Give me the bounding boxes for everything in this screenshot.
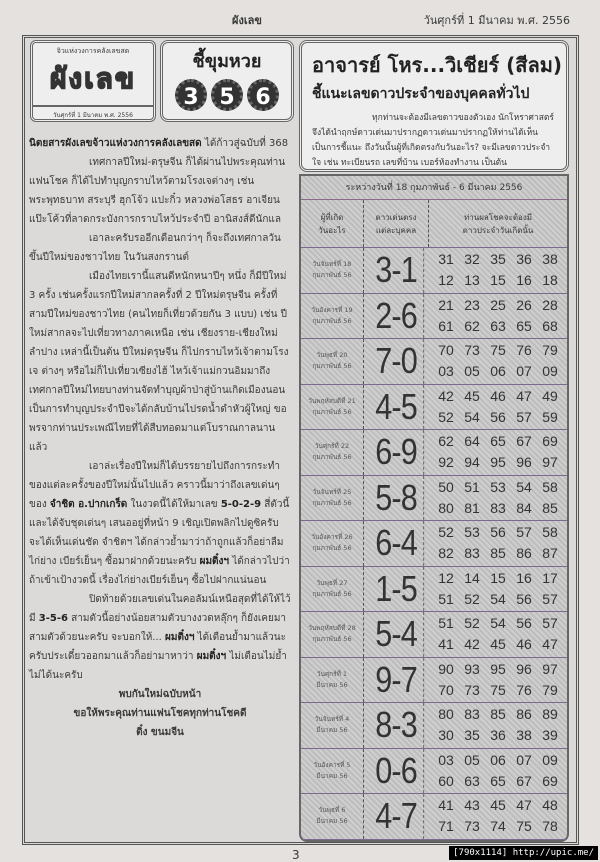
table-row [301, 703, 567, 749]
birth-day-cell [301, 612, 364, 657]
numbers-cell [429, 612, 567, 657]
text: ในงวดนี้ได้ให้มาเลข [127, 499, 221, 510]
lucky-number: 05 [464, 363, 480, 380]
star-pair: 5-8 [369, 476, 424, 521]
lucky-number: 56 [516, 615, 532, 632]
lucky-number: 75 [490, 681, 506, 698]
lucky-number: 56 [490, 408, 506, 425]
lucky-number: 96 [516, 454, 532, 471]
text: สี่ตัวนี้ และได้จับชุดเด่นๆ เสนออยู่ที่หน้า 9 เชิญเปิดพลิกไปดูซิครับ จะได้เห็นเด่นชัด จำชิตฯ ได้กล่าวย้ำมาว่าถ้าถูกแล้วก็อย่าลืม ไก่ย่าง เบียร์เย็นๆ ซื้อมาฝากด้วยนะครับ [29, 499, 290, 567]
number-line [429, 386, 567, 407]
day: วันจันทร์ที่ 4 [314, 715, 350, 724]
lucky-number: 57 [542, 615, 558, 632]
lucky-number: 75 [490, 342, 506, 359]
lucky-number: 67 [516, 772, 532, 789]
signoff: พบกันใหม่ฉบับหน้า [118, 689, 202, 700]
header-line: ผู้ที่เกิด [320, 212, 344, 222]
lucky-number: 47 [542, 636, 558, 653]
lucky-number: 48 [542, 797, 558, 814]
lucky-number: 46 [516, 636, 532, 653]
lucky-number: 69 [542, 772, 558, 789]
text: จำชิต อ.ปากเกร็ด [49, 499, 128, 510]
lucky-number: 92 [438, 454, 454, 471]
lucky-number: 52 [464, 615, 480, 632]
paragraph: เทศกาลปีใหม่-ตรุษจีน ก็ได้ผ่านไปพระคุณท่านแฟนโชค ก็ได้ไปทำบุญกราบไหว้ตามโรงเจต่างๆ เช่น พระพุทธบาท สระบุรี ฮุกโจ้ว แปะกิ๋ว หลวงพ่อโสธร อาเจียนแป๊ะโค้วที่ลาดกระบังการกราบไหว้ประจำปี อานิสงส์ดีนักแล [29, 157, 286, 225]
table-header [301, 200, 567, 248]
numbers-cell [429, 248, 567, 293]
number-line [429, 568, 567, 589]
number-line [429, 704, 567, 725]
lucky-number: 47 [516, 797, 532, 814]
lucky-number: 45 [464, 387, 480, 404]
lucky-number: 49 [542, 387, 558, 404]
lucky-number: 46 [490, 387, 506, 404]
lucky-number: 42 [464, 636, 480, 653]
star-pair: 7-0 [369, 339, 424, 384]
lucky-number: 57 [542, 590, 558, 607]
star-pair: 6-4 [369, 521, 424, 566]
lucky-number: 13 [464, 272, 480, 289]
lucky-number: 60 [438, 772, 454, 789]
number-line [429, 270, 567, 291]
lucky-number: 35 [464, 727, 480, 744]
lucky-number: 3 [175, 79, 207, 111]
lucky-number: 31 [438, 251, 454, 268]
month: กุมภาพันธ์ 56 [312, 544, 352, 553]
lucky-number: 17 [542, 569, 558, 586]
text: ผมติ๋งฯ [165, 632, 195, 643]
lucky-number: 82 [438, 545, 454, 562]
column-logo-title: ชี้ขุมหวย [192, 51, 262, 72]
numbers-cell [429, 385, 567, 430]
lucky-number: 36 [490, 727, 506, 744]
lucky-number: 59 [542, 408, 558, 425]
birth-day-cell [301, 339, 364, 384]
lucky-number: 62 [464, 317, 480, 334]
number-line [429, 340, 567, 361]
section-title: ผังเลข [232, 14, 262, 27]
lucky-number: 96 [516, 660, 532, 677]
lucky-number: 41 [438, 797, 454, 814]
lucky-number: 75 [516, 818, 532, 835]
numbers-cell [429, 476, 567, 521]
lucky-number: 03 [438, 751, 454, 768]
lucky-number: 54 [516, 478, 532, 495]
lucky-number: 70 [438, 681, 454, 698]
lucky-number: 54 [464, 408, 480, 425]
lucky-number: 21 [438, 296, 454, 313]
lucky-number: 45 [490, 636, 506, 653]
lucky-number: 65 [490, 772, 506, 789]
lucky-number: 38 [542, 251, 558, 268]
lucky-number: 12 [438, 272, 454, 289]
star-pair: 6-9 [369, 430, 424, 475]
lucky-number: 73 [464, 818, 480, 835]
lucky-number: 32 [464, 251, 480, 268]
header-line: ดาวเด่นตรง [375, 212, 417, 222]
numbers-cell [429, 430, 567, 475]
number-line [429, 316, 567, 337]
day: วันศุกร์ที่ 1 [316, 669, 348, 678]
lucky-number: 56 [490, 524, 506, 541]
lucky-number: 07 [516, 363, 532, 380]
feature-header [299, 40, 569, 172]
star-number-table [299, 174, 569, 842]
table-row [301, 476, 567, 522]
birth-day-cell [301, 658, 364, 703]
lucky-number: 62 [438, 433, 454, 450]
column-header [429, 200, 567, 247]
logo-date: วันศุกร์ที่ 1 มีนาคม พ.ศ. 2556 [33, 105, 153, 120]
table-row [301, 658, 567, 704]
birth-day-cell [301, 430, 364, 475]
feature-subtitle: ชี้แนะเลขดาวประจำของบุคคลทั่วไป [312, 86, 530, 102]
column-header [364, 200, 429, 247]
lucky-number: 16 [516, 569, 532, 586]
lucky-number: 25 [490, 296, 506, 313]
lucky-number: 65 [516, 317, 532, 334]
text: ได้กล่าวไปว่า ถ้าเข้าเป้างวดนี้ เรื่องไก่ย่างเบียร์เย็นๆ ซื้อไปฝากแน่นอน [29, 556, 290, 586]
month: กุมภาพันธ์ 56 [312, 589, 352, 598]
article-body [29, 134, 291, 742]
lucky-number: 63 [464, 772, 480, 789]
birth-day-cell [301, 248, 364, 293]
number-line [429, 589, 567, 610]
lucky-number: 76 [516, 681, 532, 698]
lucky-number: 83 [464, 706, 480, 723]
lucky-number: 14 [464, 569, 480, 586]
lucky-number: 65 [490, 433, 506, 450]
day: วันศุกร์ที่ 22 [314, 442, 350, 451]
lucky-number: 09 [542, 751, 558, 768]
star-pair: 4-7 [369, 794, 424, 839]
paragraph [29, 590, 291, 685]
text: ผมติ๋งฯ [196, 651, 227, 662]
number-line [429, 407, 567, 428]
lucky-number: 16 [516, 272, 532, 289]
logo-name: ผังเลข [50, 62, 136, 95]
lucky-number: 47 [516, 387, 532, 404]
issue-date: วันศุกร์ที่ 1 มีนาคม พ.ศ. 2556 [423, 14, 570, 27]
table-row [301, 749, 567, 795]
day: วันจันทร์ที่ 18 [312, 260, 352, 269]
text: ได้เตือนย้ำมาแล้วนะครับประเดี๋ยวออกมาแล้วก็อย่ามาหาว่า [29, 632, 287, 662]
issue-number: ได้ก้าวสู่ฉบับที่ 368 [201, 138, 289, 149]
magazine-logo [30, 40, 156, 122]
header-line: ดาวประจำวันเกิดนั้น [462, 225, 534, 235]
birth-day-cell [301, 703, 364, 748]
number-line [429, 613, 567, 634]
day: วันพุธที่ 6 [318, 806, 346, 815]
lucky-number: 53 [490, 478, 506, 495]
lucky-number: 85 [490, 706, 506, 723]
paragraph [29, 457, 291, 590]
lucky-number: 97 [542, 660, 558, 677]
text: ไม่เตือนไม่ย้ำไม่ได้นะครับ [29, 651, 287, 681]
lucky-number: 53 [464, 524, 480, 541]
lucky-number: 52 [438, 524, 454, 541]
lucky-number: 70 [438, 342, 454, 359]
lucky-number: 09 [542, 363, 558, 380]
number-line [429, 795, 567, 816]
lucky-number: 87 [542, 545, 558, 562]
lucky-number: 45 [490, 797, 506, 814]
day: วันพุธที่ 27 [316, 578, 348, 587]
lucky-number: 52 [438, 408, 454, 425]
lucky-number: 06 [490, 363, 506, 380]
number-line [429, 816, 567, 837]
lucky-number: 80 [438, 499, 454, 516]
numbers-cell [429, 294, 567, 339]
lucky-number: 86 [516, 545, 532, 562]
lucky-number: 50 [438, 478, 454, 495]
star-pair: 4-5 [369, 385, 424, 430]
star-pair: 3-1 [369, 248, 424, 293]
lucky-number: 81 [464, 499, 480, 516]
number-line [429, 361, 567, 382]
lucky-number: 73 [464, 342, 480, 359]
header-line: แต่ละบุคคล [375, 225, 417, 235]
lucky-number: 30 [438, 727, 454, 744]
table-row [301, 612, 567, 658]
birth-day-cell [301, 794, 364, 839]
lucky-number: 54 [490, 590, 506, 607]
lucky-number: 06 [490, 751, 506, 768]
text: เอาล่ะเรื่องปีใหม่ก็ได้บรรยายไปถึงการกระทำของแต่ละครั้งของปีใหม่นั้นไปแล้ว คราวนี้มาว่าถึงเลขเด่นๆ ของ [29, 461, 280, 510]
birth-day-cell [301, 567, 364, 612]
month: กุมภาพันธ์ 56 [312, 362, 352, 371]
lucky-number: 51 [464, 478, 480, 495]
lucky-number: 05 [464, 751, 480, 768]
lucky-number: 5 [211, 79, 243, 111]
lucky-number: 73 [464, 681, 480, 698]
text: 5-0-2-9 [220, 499, 262, 510]
numbers-cell [429, 339, 567, 384]
month: กุมภาพันธ์ 56 [312, 635, 352, 644]
feature-title: อาจารย์ โหร...วิเชียร์ (สีลม) [312, 53, 563, 77]
column-header [301, 200, 364, 247]
lucky-number: 56 [516, 590, 532, 607]
lucky-number: 26 [516, 296, 532, 313]
text: 3-5-6 [38, 613, 68, 624]
lucky-number: 68 [542, 317, 558, 334]
number-line [429, 750, 567, 771]
lucky-number: 15 [490, 569, 506, 586]
numbers-cell [429, 658, 567, 703]
number-line [429, 659, 567, 680]
table-row [301, 794, 567, 840]
lucky-number: 52 [464, 590, 480, 607]
birth-day-cell [301, 749, 364, 794]
birth-day-cell [301, 476, 364, 521]
numbers-cell [429, 794, 567, 839]
day: วันพฤหัสบดีที่ 21 [308, 396, 356, 405]
header-line: วันอะไร [318, 225, 346, 235]
lucky-number: 58 [542, 524, 558, 541]
lucky-number: 18 [542, 272, 558, 289]
lucky-number: 57 [516, 408, 532, 425]
star-pair: 2-6 [369, 294, 424, 339]
lucky-number: 35 [490, 251, 506, 268]
month: กุมภาพันธ์ 56 [312, 271, 352, 280]
lucky-number: 74 [490, 818, 506, 835]
signoff: ขอให้พระคุณท่านแฟนโชคทุกท่านโชคดี [73, 708, 247, 719]
lucky-number: 61 [438, 317, 454, 334]
feature-column [299, 40, 569, 842]
number-line [429, 680, 567, 701]
text: ผมติ๋งฯ [199, 556, 230, 567]
page-frame [22, 35, 579, 845]
header-line: ท่านผลโชคจะต้องมี [463, 212, 533, 222]
star-pair: 1-5 [369, 567, 424, 612]
lucky-number: 28 [542, 296, 558, 313]
lucky-number: 71 [438, 818, 454, 835]
lucky-number: 58 [542, 478, 558, 495]
month: กุมภาพันธ์ 56 [312, 316, 352, 325]
paragraph: เอาละครับรออีกเดือนกว่าๆ ก็จะถึงเทศกาลวันขึ้นปีใหม่ของชาวไทย ในวันสงกรานต์ [29, 233, 281, 263]
lucky-number: 83 [490, 499, 506, 516]
star-pair: 0-6 [369, 749, 424, 794]
month: มีนาคม 56 [316, 680, 348, 689]
month: กุมภาพันธ์ 56 [312, 407, 352, 416]
table-row [301, 248, 567, 294]
column-logo [160, 40, 294, 122]
table-body [301, 248, 567, 840]
lucky-number: 97 [542, 454, 558, 471]
lucky-number: 79 [542, 342, 558, 359]
number-line [429, 431, 567, 452]
numbers-cell [429, 749, 567, 794]
number-line [429, 543, 567, 564]
lucky-number: 79 [542, 681, 558, 698]
number-line [429, 498, 567, 519]
lucky-number: 12 [438, 569, 454, 586]
lucky-number: 51 [438, 590, 454, 607]
month: มีนาคม 56 [316, 771, 348, 780]
month: มีนาคม 56 [316, 817, 348, 826]
day: วันอังคารที่ 19 [311, 305, 353, 314]
feature-intro: ทุกท่านจะต้องมีเลขดาวของตัวเอง นักโหราศาสตร์จึงได้นำฤกษ์ดาวเด่นมาปรากฏดาวเด่นมาปรากฏให้ท่านได้เห็นเป็นการชี้แนะ ถึงวันนั้นผู้ที่เกิดตรงกับวันอะไร? จะมีเลขดาวประจำใจ เช่น ทะเบียนรถ เลขที่บ้าน เบอร์ห้องทำงาน เป็นต้น [312, 113, 554, 168]
star-pair: 9-7 [369, 658, 424, 703]
article-intro [29, 134, 291, 153]
author: ติ๋ง ขนมจีน [136, 727, 184, 738]
lucky-number: 36 [516, 251, 532, 268]
lucky-number: 03 [438, 363, 454, 380]
page-header [0, 8, 600, 28]
number-line [429, 522, 567, 543]
lucky-number: 39 [542, 727, 558, 744]
table-row [301, 430, 567, 476]
number-line [429, 771, 567, 792]
lucky-number: 76 [516, 342, 532, 359]
text: สามตัวนี้อย่างน้อยสามตัวบางงวดหลุ๊กๆ ก็ยังเคยมาสามตัวด้วยนะครับ จะบอกให้... [29, 613, 287, 643]
numbers-cell [429, 521, 567, 566]
numbers-cell [429, 703, 567, 748]
lucky-number: 54 [490, 615, 506, 632]
lucky-number: 57 [516, 524, 532, 541]
lucky-number: 80 [438, 706, 454, 723]
lucky-number: 64 [464, 433, 480, 450]
month: กุมภาพันธ์ 56 [312, 498, 352, 507]
lucky-number: 94 [464, 454, 480, 471]
logo-tagline: จิวแห่งวงการคลังเลขสด [56, 47, 130, 55]
lucky-number: 86 [516, 706, 532, 723]
lucky-number: 90 [438, 660, 454, 677]
number-line [429, 634, 567, 655]
month: กุมภาพันธ์ 56 [312, 453, 352, 462]
lucky-number: 85 [490, 545, 506, 562]
day: วันพฤหัสบดีที่ 28 [308, 624, 356, 633]
lucky-number: 78 [542, 818, 558, 835]
star-pair: 5-4 [369, 612, 424, 657]
month: มีนาคม 56 [316, 726, 348, 735]
lucky-number: 84 [516, 499, 532, 516]
lucky-number: 43 [464, 797, 480, 814]
watermark: [790x1114] http://upic.me/ [449, 846, 598, 860]
page-number: 3 [292, 848, 300, 862]
text: ปิดท้ายด้วยเลขเด่นในคอลัมน์เหนือสุดที่ได้ให้ไว้มี [29, 594, 291, 624]
table-row [301, 385, 567, 431]
lucky-number: 89 [542, 706, 558, 723]
table-row [301, 294, 567, 340]
lucky-number: 07 [516, 751, 532, 768]
birth-day-cell [301, 385, 364, 430]
lucky-number: 83 [464, 545, 480, 562]
number-line [429, 295, 567, 316]
lucky-number: 15 [490, 272, 506, 289]
table-row [301, 339, 567, 385]
day: วันอังคารที่ 5 [313, 760, 351, 769]
number-line [429, 249, 567, 270]
lucky-number: 6 [247, 79, 279, 111]
lucky-number: 63 [490, 317, 506, 334]
lucky-number: 67 [516, 433, 532, 450]
lucky-number: 42 [438, 387, 454, 404]
birth-day-cell [301, 521, 364, 566]
lucky-numbers [163, 79, 291, 111]
numbers-cell [429, 567, 567, 612]
lucky-number: 95 [490, 454, 506, 471]
lucky-number: 38 [516, 727, 532, 744]
lucky-number: 93 [464, 660, 480, 677]
day: วันจันทร์ที่ 25 [312, 487, 352, 496]
lucky-number: 85 [542, 499, 558, 516]
number-line [429, 477, 567, 498]
lucky-number: 23 [464, 296, 480, 313]
lucky-number: 69 [542, 433, 558, 450]
date-range: ระหว่างวันที่ 18 กุมภาพันธ์ - 6 มีนาคม 2556 [301, 176, 567, 200]
number-line [429, 452, 567, 473]
birth-day-cell [301, 294, 364, 339]
magazine-name: นิตยสารผังเลขจ้าวแห่งวงการคลังเลขสด [29, 138, 202, 149]
day: วันพุธที่ 20 [316, 351, 348, 360]
day: วันอังคารที่ 26 [311, 533, 353, 542]
star-pair: 8-3 [369, 703, 424, 748]
table-row [301, 567, 567, 613]
lucky-number: 95 [490, 660, 506, 677]
number-line [429, 725, 567, 746]
table-row [301, 521, 567, 567]
lucky-number: 51 [438, 615, 454, 632]
paragraph: เมืองไทยเรานี้แสนดีหนักหนาปีๆ หนึ่ง ก็มีปีใหม่ 3 ครั้ง เช่นครั้งแรกปีใหม่สากลครั้งที่ 2 ปีใหม่ตรุษจีน ครั้งที่สามปีใหม่ของชาวไทย (คนไทยก็เที่ยวด้วยกัน 3 แบบ) เช่น ปีใหม่สากลจะไปเที่ยวทางภาคเหนือ เช่น เชียงราย-เชียงใหม่ ลำปาง เหล่านี้เป็นต้น ปีใหม่ตรุษจีน ก็ไปกราบไหว้เจ้าตามโรงเจ ต่างๆ หรือไม่ก็ไปเที่ยวเซียงไฮ้ ไหว้เจ้าแม่กวนอิมมาถึงเทศกาลปีใหม่ไทยบางท่านจัดทำบุญผ้าป่าสู่บ้านเกิดเมืองนอนเป็นการทำบุญประจำปีจะได้กลับบ้านไปรดน้ำดำหัวผู้ใหญ่ ขอพรจากท่านประเพณีไทยที่ได้สืบทอดมาแต่โบราณกาลนานแล้ว [29, 271, 289, 453]
lucky-number: 41 [438, 636, 454, 653]
